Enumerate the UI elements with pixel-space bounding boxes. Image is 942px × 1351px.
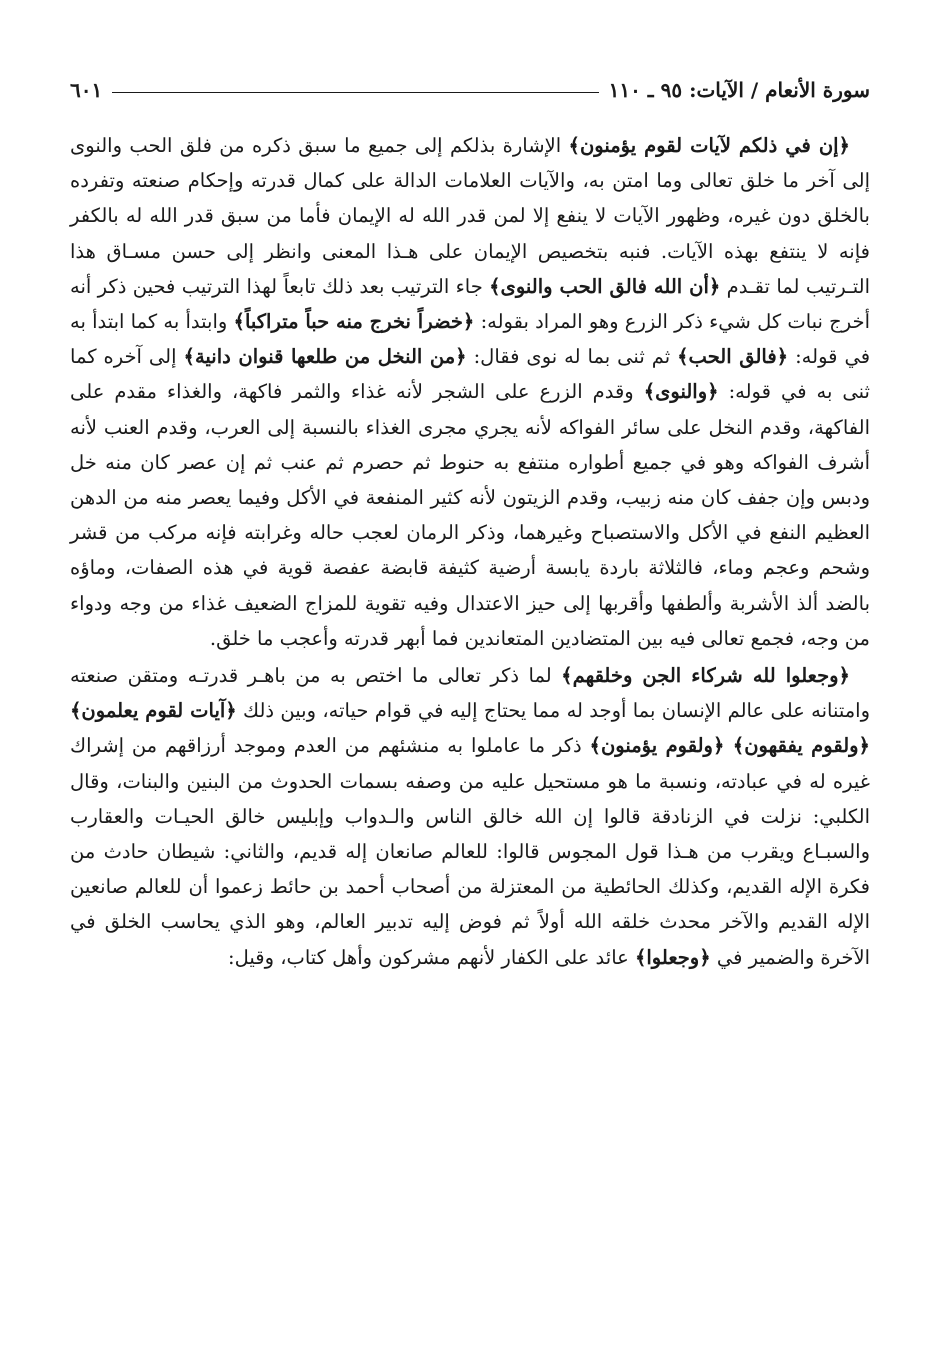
quran-quote: ﴿والنوى﴾	[643, 380, 719, 404]
quran-quote: ﴿إن في ذلكم لآيات لقوم يؤمنون﴾	[568, 134, 850, 157]
quran-quote: ﴿وجعلوا﴾	[634, 945, 711, 969]
commentary-span: عائد على الكفار لأنهم مشركون وأهل كتاب، وقيل:	[228, 945, 635, 969]
commentary-span: إلى آخره كما ثنى به في قوله:	[70, 345, 870, 404]
commentary-span: جاء الترتيب بعد ذلك تابعاً لهذا الترتيب فحين ذكر أنه أخرج نبات كل شيء ذكر الزرع وهو المراد بقوله:	[70, 274, 870, 334]
commentary-text	[70, 128, 870, 975]
commentary-span: وابتدأ به كما ابتدأ به في قوله:	[70, 310, 871, 369]
paragraph	[70, 658, 870, 975]
commentary-span: لما ذكر تعالى ما اختص به من باهـر قدرتـه ومتقن صنعته وامتنانه على عالم الإنسان بما أوجد له مما يحتاج إليه في قوام حياته، وبين ذلك	[70, 664, 870, 723]
commentary-span: وقدم الزرع على الشجر لأنه غذاء والثمر فاكهة، والغذاء مقدم على الفاكهة، وقدم النخل على سائر الفواكه لأنه يجري مجرى الغذاء بالنسبة إلى العرب، وقدم العنب لأنه أشرف الفواكه وهو في جميع أطواره منتفع به حنوط ثم حصرم ثم عنب ثم إن عصر كان منه خل ودبس وإن جفف كان منه زبيب، وقدم الزيتون لأنه كثير المنفعة في الأكل وفيما يعصر منه من الدهن العظيم النفع في الأكل والاستصباح وغيرهما، وذكر الرمان لعجب حاله وغرابته فإنه مركب من قشر وشحم وعجم وماء، فالثلاثة باردة يابسة أرضية كثيفة قابضة عفصة قوية في هذه الصفات، وماؤه بالضد ألذ الأشربة وألطفها وأقربها إلى حيز الاعتدال وفيه تقوية للمزاج الضعيف غذاء من وجه ودواء من وجه، فجمع تعالى فيه بين المتضادين المتعاندين فما أبهر قدرته وأعجب ما خلق.	[70, 380, 870, 650]
quran-quote: ﴿آيات لقوم يعلمون﴾ ﴿ولقوم يفقهون﴾ ﴿ولقوم يؤمنون﴾	[70, 699, 870, 758]
quran-quote: ﴿من النخل من طلعها قنوان دانية﴾	[183, 345, 467, 369]
running-header	[70, 70, 870, 110]
quran-quote: ﴿فالق الحب﴾	[677, 345, 789, 369]
page-number: ٦٠١	[70, 78, 103, 102]
commentary-span: الإشارة بذلكم إلى جميع ما سبق ذكره من فلق الحب والنوى إلى آخر ما خلق تعالى وما امتن به، والآيات العلامات الدالة على كمال قدرته وإحكام صنعته وتفرده بالخلق دون غيره، وظهور الآيات لا ينفع إلا لمن قدر الله له الإيمان فأما من سبق قدر الله له بالكفر فإنه لا ينتفع بهذه الآيات. فنبه بتخصيص الإيمان على هـذا المعنى وانظر إلى حسن مسـاق هذا التـرتيب لما تقـدم	[70, 134, 871, 298]
book-page	[70, 70, 870, 1270]
quran-quote: ﴿أن الله فالق الحب والنوى﴾	[489, 274, 721, 298]
quran-quote: ﴿وجعلوا لله شركاء الجن وخلقهم﴾	[561, 664, 850, 688]
paragraph	[70, 128, 870, 656]
quran-quote: ﴿خضراً نخرج منه حباً متراكباً﴾	[233, 310, 475, 334]
header-rule	[112, 92, 598, 93]
commentary-span: ذكر ما عاملوا به منشئهم من العدم وموجد أرزاقهم من إشراك غيره له في عبادته، ونسبة ما هو مستحيل عليه من وصفه بسمات الحدوث من البنين والبنات، وقال الكلبي: نزلت في الزنادقة قالوا إن الله خالق الناس والـدواب وإبليس خالق الحيـات والعقارب والسبـاع ويقرب من هـذا قول المجوس قالوا: للعالم صانعان إله قديم، والثاني: شيطان حادث من فكرة الإله القديم، وكذلك الحائطية من المعتزلة من أصحاب أحمد بن حائط زعموا أن للعالم صانعين الإله القديم والآخر محدث خلقه الله أولاً ثم فوض إليه تدبير العالم، وهو الذي يحاسب الخلق في الآخرة والضمير في	[70, 734, 870, 969]
surah-title: سورة الأنعام / الآيات: ٩٥ ـ ١١٠	[608, 78, 870, 102]
commentary-span: ثم ثنى بما له نوى فقال:	[466, 345, 678, 369]
